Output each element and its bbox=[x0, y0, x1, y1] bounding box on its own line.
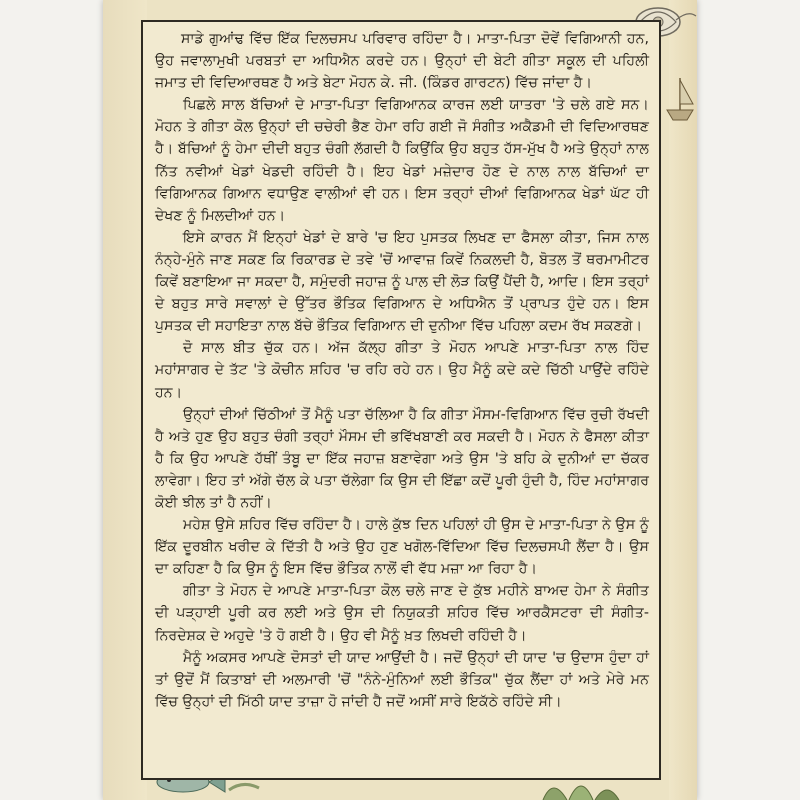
paragraph-2: ਪਿਛਲੇ ਸਾਲ ਬੱਚਿਆਂ ਦੇ ਮਾਤਾ-ਪਿਤਾ ਵਿਗਿਆਨਕ ਕਾਰਜ ਲਈ ਯਾਤਰਾ 'ਤੇ ਚਲੇ ਗਏ ਸਨ। ਮੋਹਨ ਤੇ ਗੀਤਾ ਕੋਲ ਉਨ੍ਹਾਂ ਦੀ ਚਚੇਰੀ ਭੈਣ ਹੇਮਾ ਰਹਿ ਗਈ ਜੋ ਸੰਗੀਤ ਅਕੈਡਮੀ ਦੀ ਵਿਦਿਆਰਥਣ ਹੈ। ਬੱਚਿਆਂ ਨੂੰ ਹੇਮਾ ਦੀਦੀ ਬਹੁਤ ਚੰਗੀ ਲੱਗਦੀ ਹੈ ਕਿਉਂਕਿ ਉਹ ਬਹੁਤ ਹੱਸ-ਮੁੱਖ ਹੈ ਅਤੇ ਉਨ੍ਹਾਂ ਨਾਲ ਨਿੱਤ ਨਵੀਆਂ ਖੇਡਾਂ ਖੇਡਦੀ ਰਹਿੰਦੀ ਹੈ। ਇਹ ਖੇਡਾਂ ਮਜ਼ੇਦਾਰ ਹੋਣ ਦੇ ਨਾਲ ਨਾਲ ਬੱਚਿਆਂ ਦਾ ਵਿਗਿਆਨਕ ਗਿਆਨ ਵਧਾਉਣ ਵਾਲੀਆਂ ਵੀ ਹਨ। ਇਸ ਤਰ੍ਹਾਂ ਦੀਆਂ ਵਿਗਿਆਨਕ ਖੇਡਾਂ ਘੱਟ ਹੀ ਦੇਖਣ ਨੂੰ ਮਿਲਦੀਆਂ ਹਨ। bbox=[155, 97, 649, 224]
paragraph-4: ਦੋ ਸਾਲ ਬੀਤ ਚੁੱਕ ਹਨ। ਅੱਜ ਕੱਲ੍ਹ ਗੀਤਾ ਤੇ ਮੋਹਨ ਆਪਣੇ ਮਾਤਾ-ਪਿਤਾ ਨਾਲ ਹਿੰਦ ਮਹਾਂਸਾਗਰ ਦੇ ਤੱਟ 'ਤੇ ਕੋਚੀਨ ਸ਼ਹਿਰ 'ਚ ਰਹਿ ਰਹੇ ਹਨ। ਉਹ ਮੈਨੂੰ ਕਦੇ ਕਦੇ ਚਿੱਠੀ ਪਾਉਂਦੇ ਰਹਿੰਦੇ ਹਨ। bbox=[155, 340, 649, 401]
paragraph-7: ਗੀਤਾ ਤੇ ਮੋਹਨ ਦੇ ਆਪਣੇ ਮਾਤਾ-ਪਿਤਾ ਕੋਲ ਚਲੇ ਜਾਣ ਦੇ ਕੁੱਝ ਮਹੀਨੇ ਬਾਅਦ ਹੇਮਾ ਨੇ ਸੰਗੀਤ ਦੀ ਪੜ੍ਹਾਈ ਪੂਰੀ ਕਰ ਲਈ ਅਤੇ ਉਸ ਦੀ ਨਿਯੁਕਤੀ ਸ਼ਹਿਰ ਵਿੱਚ ਆਰਕੈਸਟਰਾ ਦੀ ਸੰਗੀਤ-ਨਿਰਦੇਸ਼ਕ ਦੇ ਅਹੁਦੇ 'ਤੇ ਹੋ ਗਈ ਹੈ। ਉਹ ਵੀ ਮੈਨੂੰ ਖ਼ਤ ਲਿਖਦੀ ਰਹਿੰਦੀ ਹੈ। bbox=[155, 583, 649, 644]
text-frame bbox=[141, 20, 661, 780]
boat-ornament-icon bbox=[663, 70, 697, 130]
paragraph-8: ਮੈਨੂੰ ਅਕਸਰ ਆਪਣੇ ਦੋਸਤਾਂ ਦੀ ਯਾਦ ਆਉਂਦੀ ਹੈ। ਜਦੋਂ ਉਨ੍ਹਾਂ ਦੀ ਯਾਦ 'ਚ ਉਦਾਸ ਹੁੰਦਾ ਹਾਂ ਤਾਂ ਉਦੋਂ ਮੈਂ ਕਿਤਾਬਾਂ ਦੀ ਅਲਮਾਰੀ 'ਚੋਂ "ਨੰਨੇ-ਮੁੰਨਿਆਂ ਲਈ ਭੌਤਿਕ" ਚੁੱਕ ਲੈਂਦਾ ਹਾਂ ਅਤੇ ਮੇਰੇ ਮਨ ਵਿੱਚ ਉਨ੍ਹਾਂ ਦੀ ਮਿੱਠੀ ਯਾਦ ਤਾਜ਼ਾ ਹੋ ਜਾਂਦੀ ਹੈ ਜਦੋਂ ਅਸੀਂ ਸਾਰੇ ਇਕੱਠੇ ਰਹਿੰਦੇ ਸੀ। bbox=[155, 649, 649, 710]
paragraph-6: ਮਹੇਸ਼ ਉਸੇ ਸ਼ਹਿਰ ਵਿੱਚ ਰਹਿੰਦਾ ਹੈ। ਹਾਲੇ ਕੁੱਝ ਦਿਨ ਪਹਿਲਾਂ ਹੀ ਉਸ ਦੇ ਮਾਤਾ-ਪਿਤਾ ਨੇ ਉਸ ਨੂੰ ਇੱਕ ਦੂਰਬੀਨ ਖਰੀਦ ਕੇ ਦਿੱਤੀ ਹੈ ਅਤੇ ਉਹ ਹੁਣ ਖਗੋਲ-ਵਿੱਦਿਆ ਵਿੱਚ ਦਿਲਚਸਪੀ ਲੈਂਦਾ ਹੈ। ਉਸ ਦਾ ਕਹਿਣਾ ਹੈ ਕਿ ਉਸ ਨੂੰ ਇਸ ਵਿੱਚ ਭੌਤਿਕ ਨਾਲੋਂ ਵੀ ਵੱਧ ਮਜ਼ਾ ਆ ਰਿਹਾ ਹੈ। bbox=[155, 517, 649, 578]
paragraph-3: ਇਸੇ ਕਾਰਨ ਮੈਂ ਇਨ੍ਹਾਂ ਖੇਡਾਂ ਦੇ ਬਾਰੇ 'ਚ ਇਹ ਪੁਸਤਕ ਲਿਖਣ ਦਾ ਫੈਸਲਾ ਕੀਤਾ, ਜਿਸ ਨਾਲ ਨੰਨ੍ਹੇ-ਮੁੰਨੇ ਜਾਣ ਸਕਣ ਕਿ ਰਿਕਾਰਡ ਦੇ ਤਵੇ 'ਚੋਂ ਆਵਾਜ਼ ਕਿਵੇਂ ਨਿਕਲਦੀ ਹੈ, ਬੋਤਲ ਤੋਂ ਥਰਮਾਮੀਟਰ ਕਿਵੇਂ ਬਣਾਇਆ ਜਾ ਸਕਦਾ ਹੈ, ਸਮੁੰਦਰੀ ਜਹਾਜ਼ ਨੂੰ ਪਾਲ ਦੀ ਲੋੜ ਕਿਉਂ ਪੈਂਦੀ ਹੈ, ਆਦਿ। ਇਸ ਤਰ੍ਹਾਂ ਦੇ ਬਹੁਤ ਸਾਰੇ ਸਵਾਲਾਂ ਦੇ ਉੱਤਰ ਭੌਤਿਕ ਵਿਗਿਆਨ ਦੇ ਅਧਿਐਨ ਤੋਂ ਪ੍ਰਾਪਤ ਹੁੰਦੇ ਹਨ। ਇਸ ਪੁਸਤਕ ਦੀ ਸਹਾਇਤਾ ਨਾਲ ਬੱਚੇ ਭੌਤਿਕ ਵਿਗਿਆਨ ਦੀ ਦੁਨੀਆ ਵਿੱਚ ਪਹਿਲਾ ਕਦਮ ਰੱਖ ਸਕਣਗੇ। bbox=[155, 229, 649, 335]
book-page bbox=[103, 0, 697, 800]
paragraph-5: ਉਨ੍ਹਾਂ ਦੀਆਂ ਚਿੱਠੀਆਂ ਤੋਂ ਮੈਨੂੰ ਪਤਾ ਚੱਲਿਆ ਹੈ ਕਿ ਗੀਤਾ ਮੌਸਮ-ਵਿਗਿਆਨ ਵਿੱਚ ਰੁਚੀ ਰੱਖਦੀ ਹੈ ਅਤੇ ਹੁਣ ਉਹ ਬਹੁਤ ਚੰਗੀ ਤਰ੍ਹਾਂ ਮੌਸਮ ਦੀ ਭਵਿੱਖਬਾਣੀ ਕਰ ਸਕਦੀ ਹੈ। ਮੋਹਨ ਨੇ ਫੈਸਲਾ ਕੀਤਾ ਹੈ ਕਿ ਉਹ ਆਪਣੇ ਹੱਥੀਂ ਤੰਬੂ ਦਾ ਇੱਕ ਜਹਾਜ਼ ਬਣਾਵੇਗਾ ਅਤੇ ਉਸ 'ਤੇ ਬਹਿ ਕੇ ਦੁਨੀਆਂ ਦਾ ਚੱਕਰ ਲਾਵੇਗਾ। ਇਹ ਤਾਂ ਅੱਗੇ ਚੱਲ ਕੇ ਪਤਾ ਚੱਲੇਗਾ ਕਿ ਉਸ ਦੀ ਇੱਛਾ ਕਦੋਂ ਪੂਰੀ ਹੁੰਦੀ ਹੈ, ਹਿੰਦ ਮਹਾਂਸਾਗਰ ਕੋਈ ਝੀਲ ਤਾਂ ਹੈ ਨਹੀਂ। bbox=[155, 406, 649, 511]
paragraph-1: ਸਾਡੇ ਗੁਆਂਢ ਵਿੱਚ ਇੱਕ ਦਿਲਚਸਪ ਪਰਿਵਾਰ ਰਹਿੰਦਾ ਹੈ। ਮਾਤਾ-ਪਿਤਾ ਦੋਵੇਂ ਵਿਗਿਆਨੀ ਹਨ, ਉਹ ਜਵਾਲਾਮੁਖੀ ਪਰਬਤਾਂ ਦਾ ਅਧਿਐਨ ਕਰਦੇ ਹਨ। ਉਨ੍ਹਾਂ ਦੀ ਬੇਟੀ ਗੀਤਾ ਸਕੂਲ ਦੀ ਪਹਿਲੀ ਜਮਾਤ ਦੀ ਵਿਦਿਆਰਥਣ ਹੈ ਅਤੇ ਬੇਟਾ ਮੋਹਨ ਕੇ. ਜੀ. (ਕਿੰਡਰ ਗਾਰਟਨ) ਵਿੱਚ ਜਾਂਦਾ ਹੈ। bbox=[155, 31, 649, 92]
